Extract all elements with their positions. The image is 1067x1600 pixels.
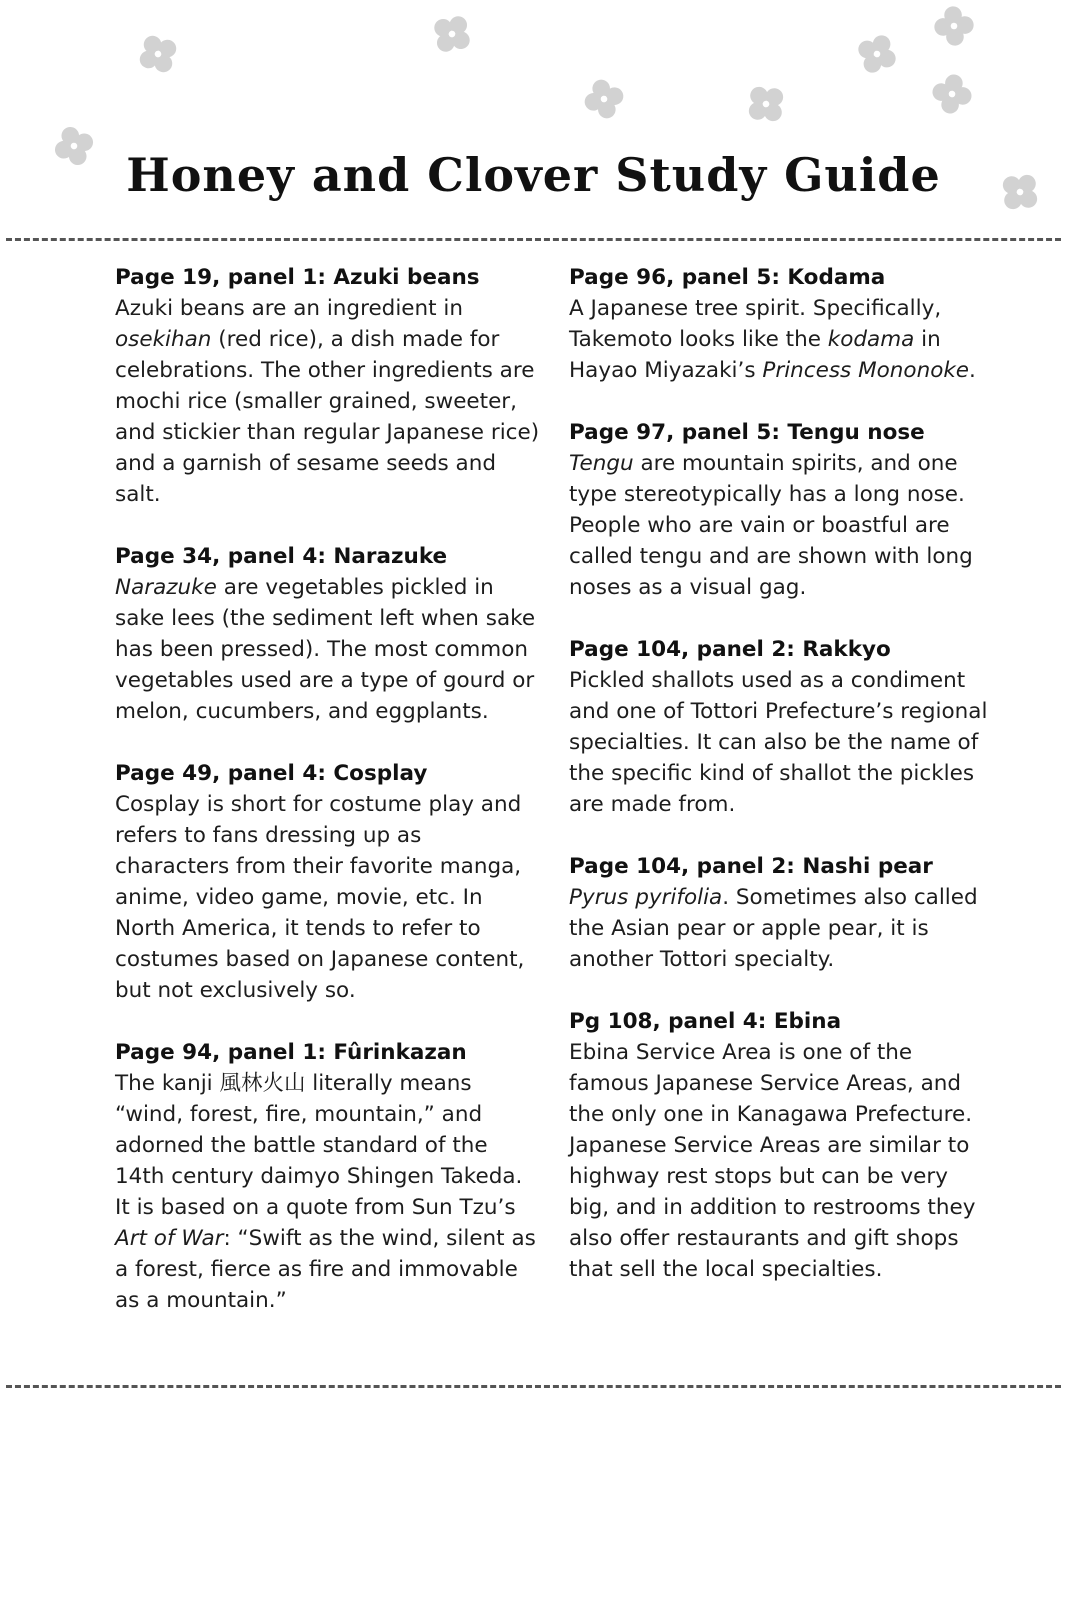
entry-text-run: The kanji 風林火山 literally means “wind, forest, fire, mountain,” and adorned the battle standard of the 14th century daimyo Shingen Takeda. It is based on a quote from Sun Tzu’s bbox=[115, 1071, 523, 1220]
entry-text-run: . bbox=[969, 358, 976, 383]
entry-text-run: are vegetables pickled in sake lees (the sediment left when sake has been pressed). The most common vegetables used are a type of gourd or melon, cucumbers, and eggplants. bbox=[115, 575, 536, 724]
entry-body bbox=[115, 1068, 540, 1316]
entry-body bbox=[569, 665, 994, 820]
entry-text-run: (red rice), a dish made for celebrations. The other ingredients are mochi rice (smaller grained, sweeter, and stickier than regular Japanese rice) and a garnish of sesame seeds and salt. bbox=[115, 327, 540, 507]
right-column bbox=[569, 262, 994, 1316]
entry-text-run: Narazuke bbox=[115, 575, 217, 600]
glossary-entry bbox=[115, 541, 540, 727]
glossary-entry bbox=[569, 417, 994, 603]
entry-text-run: osekihan bbox=[115, 327, 212, 352]
entry-text-run: Ebina Service Area is one of the famous Japanese Service Areas, and the only one in Kanagawa Prefecture. Japanese Service Areas are similar to highway rest stops but can be very big, and in addition to restrooms they also offer restaurants and gift shops that sell the local specialties. bbox=[569, 1040, 976, 1282]
entry-heading: Page 94, panel 1: Fûrinkazan bbox=[115, 1040, 467, 1065]
entry-body bbox=[115, 789, 540, 1006]
glossary-entry bbox=[569, 634, 994, 820]
entry-heading: Page 19, panel 1: Azuki beans bbox=[115, 265, 480, 290]
entry-heading: Page 104, panel 2: Nashi pear bbox=[569, 854, 933, 879]
top-dashed-divider bbox=[6, 238, 1061, 241]
entry-text-run: Princess Mononoke bbox=[762, 358, 970, 383]
clover-icon bbox=[427, 9, 478, 60]
clover-icon bbox=[921, 63, 982, 124]
entry-heading: Page 104, panel 2: Rakkyo bbox=[569, 637, 891, 662]
glossary-entry bbox=[569, 1006, 994, 1285]
entry-heading: Page 97, panel 5: Tengu nose bbox=[569, 420, 925, 445]
entry-text-run: are mountain spirits, and one type stereotypically has a long nose. People who are vain or boastful are called tengu and are shown with long noses as a visual gag. bbox=[569, 451, 973, 600]
entry-body bbox=[569, 448, 994, 603]
entry-text-run: kodama bbox=[827, 327, 915, 352]
entry-heading: Page 34, panel 4: Narazuke bbox=[115, 544, 448, 569]
entry-text-run: in Hayao Miyazaki’s bbox=[569, 327, 941, 383]
entry-body bbox=[115, 293, 540, 510]
glossary-entry bbox=[569, 851, 994, 975]
entry-body bbox=[569, 293, 994, 386]
entry-text-run: Pyrus pyrifolia bbox=[569, 885, 723, 910]
entry-text-run: Pickled shallots used as a condiment and one of Tottori Prefecture’s regional specialties. It can also be the name of the specific kind of shallot the pickles are made from. bbox=[569, 668, 988, 817]
clover-icon bbox=[849, 26, 905, 82]
clover-icon bbox=[742, 80, 790, 128]
entry-heading: Pg 108, panel 4: Ebina bbox=[569, 1009, 842, 1034]
glossary-entry bbox=[115, 758, 540, 1006]
entry-body bbox=[569, 882, 994, 975]
clover-icon bbox=[131, 27, 185, 81]
entry-text-run: Cosplay is short for costume play and refers to fans dressing up as characters from their favorite manga, anime, video game, movie, etc. In North America, it tends to refer to costumes based on Japanese content, but not exclusively so. bbox=[115, 792, 525, 1003]
page-title: Honey and Clover Study Guide bbox=[126, 148, 941, 202]
entry-text-run: A Japanese tree spirit. Specifically, Takemoto looks like the bbox=[569, 296, 942, 352]
entry-text-run: : “Swift as the wind, silent as a forest, fierce as fire and immovable as a mountain.” bbox=[115, 1226, 536, 1313]
clover-icon bbox=[923, 0, 985, 57]
entry-heading: Page 96, panel 5: Kodama bbox=[569, 265, 886, 290]
entry-text-run: . Sometimes also called the Asian pear or apple pear, it is another Tottori specialty. bbox=[569, 885, 978, 972]
glossary-entry bbox=[115, 262, 540, 510]
entry-text-run: Azuki beans are an ingredient in bbox=[115, 296, 464, 321]
entry-body bbox=[115, 572, 540, 727]
entry-body bbox=[569, 1037, 994, 1285]
entry-text-run: Art of War bbox=[115, 1226, 224, 1251]
entry-heading: Page 49, panel 4: Cosplay bbox=[115, 761, 428, 786]
glossary-entry bbox=[115, 1037, 540, 1316]
glossary-entry bbox=[569, 262, 994, 386]
entry-text-run: Tengu bbox=[569, 451, 634, 476]
clover-icon bbox=[574, 69, 634, 129]
bottom-dashed-divider bbox=[6, 1385, 1061, 1388]
left-column bbox=[115, 262, 540, 1347]
